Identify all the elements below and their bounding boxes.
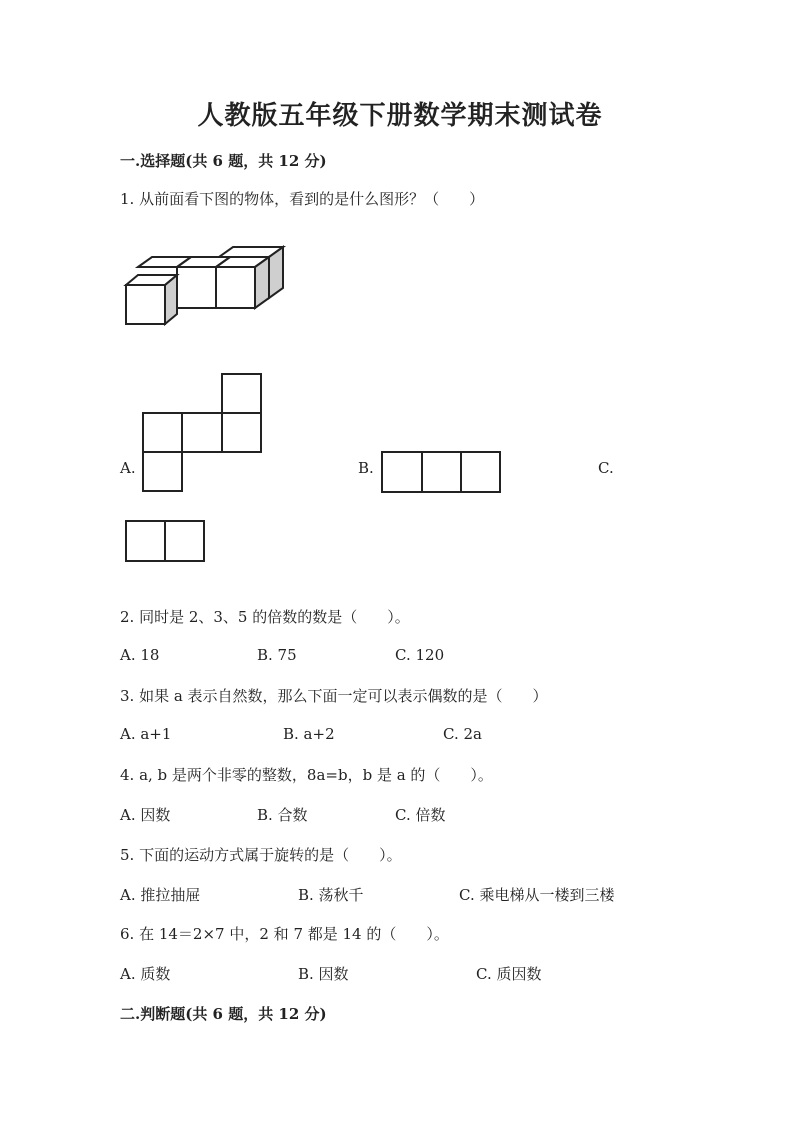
question-1-text: 1. 从前面看下图的物体，看到的是什么图形？（ ） <box>120 190 485 208</box>
question-5-option-b[interactable]: B. 荡秋千 <box>298 886 364 904</box>
question-3-option-b[interactable]: B. a+2 <box>283 725 335 743</box>
question-2-option-c[interactable]: C. 120 <box>395 646 445 664</box>
question-1-option-b[interactable]: B. <box>358 459 374 477</box>
option-a-figure <box>142 373 263 494</box>
question-1-option-c[interactable]: C. <box>598 459 614 477</box>
option-c-figure <box>125 520 207 563</box>
question-6-option-a[interactable]: A. 质数 <box>120 965 171 983</box>
question-5-option-c[interactable]: C. 乘电梯从一楼到三楼 <box>459 886 615 904</box>
question-6-option-b[interactable]: B. 因数 <box>298 965 349 983</box>
page-title: 人教版五年级下册数学期末测试卷 <box>197 101 603 131</box>
question-2-option-b[interactable]: B. 75 <box>257 646 297 664</box>
section-heading-choice: 一.选择题(共 6 题，共 12 分) <box>120 152 327 170</box>
question-6-option-c[interactable]: C. 质因数 <box>476 965 542 983</box>
question-1-option-a[interactable]: A. <box>120 459 136 477</box>
question-3-option-c[interactable]: C. 2a <box>443 725 482 743</box>
question-1-3d-figure <box>120 240 290 332</box>
question-4-option-c[interactable]: C. 倍数 <box>395 806 446 824</box>
section-heading-true-false: 二.判断题(共 6 题，共 12 分) <box>120 1005 327 1023</box>
question-4-text: 4. a, b 是两个非零的整数，8a=b，b 是 a 的（ ）。 <box>120 766 493 784</box>
question-3-text: 3. 如果 a 表示自然数，那么下面一定可以表示偶数的是（ ） <box>120 687 548 705</box>
question-4-option-b[interactable]: B. 合数 <box>257 806 308 824</box>
question-3-option-a[interactable]: A. a+1 <box>120 725 172 743</box>
question-5-option-a[interactable]: A. 推拉抽屉 <box>120 886 201 904</box>
question-4-option-a[interactable]: A. 因数 <box>120 806 171 824</box>
question-5-text: 5. 下面的运动方式属于旋转的是（ ）。 <box>120 846 402 864</box>
question-2-text: 2. 同时是 2、3、5 的倍数的数是（ ）。 <box>120 608 410 626</box>
question-6-text: 6. 在 14＝2×7 中，2 和 7 都是 14 的（ ）。 <box>120 925 449 943</box>
question-2-option-a[interactable]: A. 18 <box>120 646 160 664</box>
option-b-figure <box>381 451 503 494</box>
